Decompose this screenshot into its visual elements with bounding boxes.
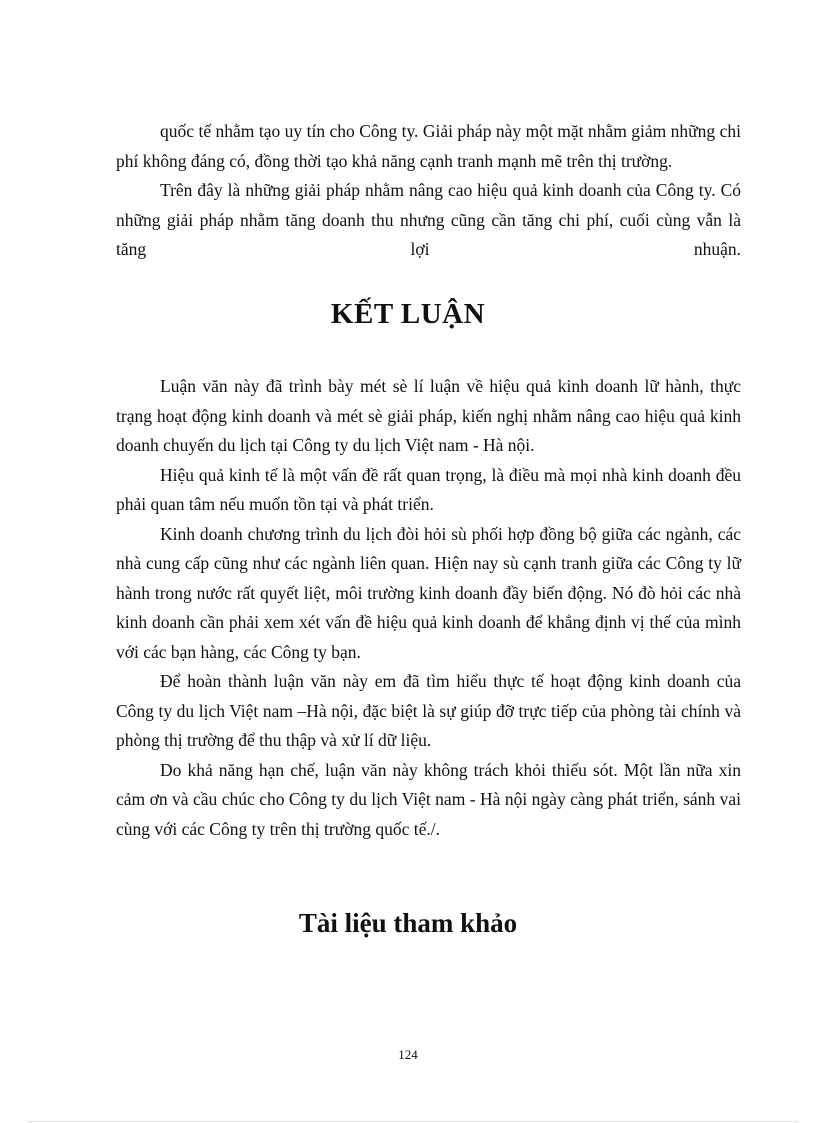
conclusion-title: KẾT LUẬN: [330, 298, 486, 330]
page-number: 124: [398, 1047, 418, 1062]
conclusion-paragraph: Luận văn này đã trình bày mét sè lí luận về hiệu quả kinh doanh lữ hành, thực trạng hoạt động kinh doanh và mét sè giải pháp, kiến nghị nhằm nâng cao hiệu quả kinh doanh chuyến du lịch tại Công ty du lịch Việt nam - Hà nội.: [116, 376, 741, 455]
intro-paragraph: quốc tế nhằm tạo uy tín cho Công ty. Giải pháp này một mặt nhằm giảm những chi phí không đáng có, đồng thời tạo khả năng cạnh tranh mạnh mẽ trên thị trường.: [116, 121, 741, 171]
intro-section: [116, 117, 741, 265]
conclusion-paragraph: Hiệu quả kinh tế là một vấn đề rất quan trọng, là điều mà mọi nhà kinh doanh đều phải quan tâm nếu muốn tồn tại và phát triển.: [116, 464, 741, 514]
conclusion-paragraph: Do khả năng hạn chế, luận văn này không trách khỏi thiếu sót. Một lần nữa xin cảm ơn và cầu chúc cho Công ty du lịch Việt nam - Hà nội ngày càng phát triển, sánh vai cùng với các Công ty trên thị trường quốc tế./.: [116, 759, 741, 839]
conclusion-section: [116, 372, 741, 844]
conclusion-paragraph: Để hoàn thành luận văn này em đã tìm hiểu thực tế hoạt động kinh doanh của Công ty du lịch Việt nam –Hà nội, đặc biệt là sự giúp đỡ trực tiếp của phòng tài chính và phòng thị trường để thu thập và xử lí dữ liệu.: [116, 671, 741, 750]
page-bottom-divider: [28, 1121, 798, 1122]
conclusion-paragraph: Kinh doanh chương trình du lịch đòi hỏi sù phối hợp đồng bộ giữa các ngành, các nhà cung cấp cũng như các ngành liên quan. Hiện nay sù cạnh tranh giữa các Công ty lữ hành trong nước rất quyết liệt, môi trường kinh doanh đầy biến động. Nó đò hỏi các nhà kinh doanh cần phải xem xét vấn đề hiệu quả kinh doanh để khẳng định vị thế của mình với các bạn hàng, các Công ty bạn.: [116, 523, 741, 662]
intro-paragraph: Trên đây là những giải pháp nhằm nâng cao hiệu quả kinh doanh của Công ty. Có những giải pháp nhằm tăng doanh thu nhưng cũng cần tăng chi phí, cuối cùng vẫn là tăng lợi nhuận.: [116, 180, 741, 259]
references-title: Tài liệu tham khảo: [298, 908, 518, 938]
